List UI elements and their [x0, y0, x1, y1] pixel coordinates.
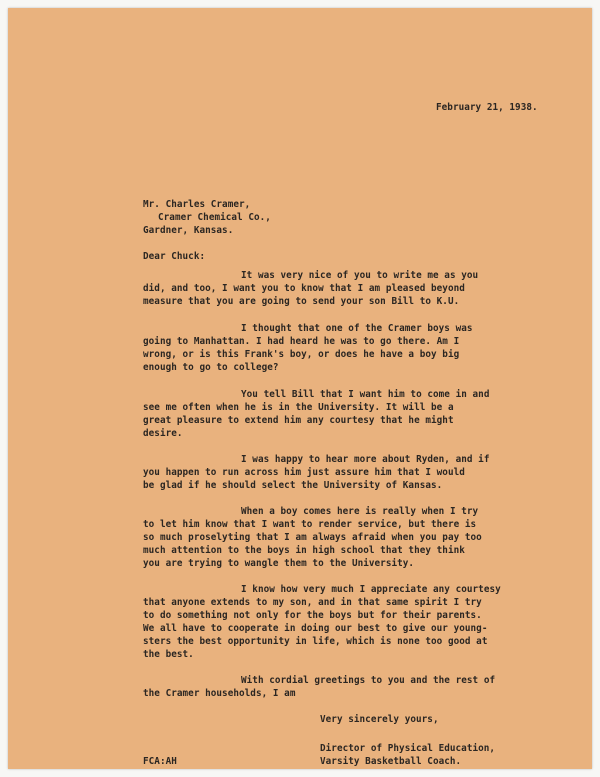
- closing: Very sincerely yours,: [320, 714, 439, 725]
- paragraph-6-line-5: sters the best opportunity in life, which is none too good at: [143, 636, 488, 647]
- paragraph-5-line-2: to let him know that I want to render service, but there is: [143, 519, 477, 530]
- signature-title-line-1: Director of Physical Education,: [320, 743, 496, 754]
- paragraph-1-line-3: measure that you are going to send your son Bill to K.U.: [143, 296, 460, 307]
- paragraph-3-line-1: You tell Bill that I want him to come in and: [241, 389, 490, 400]
- recipient-city: Gardner, Kansas.: [143, 225, 234, 236]
- paragraph-3-line-3: great pleasure to extend him any courtesy that he might: [143, 415, 454, 426]
- paragraph-1-line-1: It was very nice of you to write me as you: [241, 270, 479, 281]
- paragraph-3-line-4: desire.: [143, 428, 183, 439]
- signature-title-line-2: Varsity Basketball Coach.: [320, 756, 462, 767]
- paragraph-4-line-3: be glad if he should select the University of Kansas.: [143, 480, 443, 491]
- paragraph-1-line-2: did, and too, I want you to know that I am pleased beyond: [143, 283, 465, 294]
- paragraph-5-line-1: When a boy comes here is really when I try: [241, 506, 479, 517]
- paragraph-5-line-5: you are trying to wangle them to the University.: [143, 558, 415, 569]
- paragraph-5-line-4: much attention to the boys in high school that they think: [143, 545, 465, 556]
- paragraph-3-line-2: see me often when he is in the University. It will be a: [143, 402, 454, 413]
- paragraph-7-line-2: the Cramer households, I am: [143, 688, 296, 699]
- paragraph-2-line-4: enough to go to college?: [143, 362, 279, 373]
- paragraph-6-line-2: that anyone extends to my son, and in that same spirit I try: [143, 597, 482, 608]
- typist-initials: FCA:AH: [143, 756, 177, 767]
- paragraph-5-line-3: so much proselyting that I am always afraid when you pay too: [143, 532, 482, 543]
- paragraph-4-line-1: I was happy to hear more about Ryden, and if: [241, 454, 490, 465]
- paragraph-4-line-2: you happen to run across him just assure him that I would: [143, 467, 465, 478]
- paragraph-2-line-1: I thought that one of the Cramer boys was: [241, 323, 473, 334]
- paragraph-6-line-1: I know how very much I appreciate any courtesy: [241, 584, 501, 595]
- recipient-name: Mr. Charles Cramer,: [143, 199, 251, 210]
- paragraph-6-line-6: the best.: [143, 649, 194, 660]
- paragraph-6-line-3: to do something not only for the boys but for their parents.: [143, 610, 482, 621]
- paragraph-2-line-2: going to Manhattan. I had heard he was to go there. Am I: [143, 336, 460, 347]
- paragraph-6-line-4: We all have to cooperate in doing our best to give our young-: [143, 623, 488, 634]
- recipient-company: Cramer Chemical Co.,: [158, 212, 271, 223]
- paragraph-7-line-1: With cordial greetings to you and the rest of: [241, 675, 496, 686]
- paragraph-2-line-3: wrong, or is this Frank's boy, or does he have a boy big: [143, 349, 460, 360]
- salutation: Dear Chuck:: [143, 251, 206, 262]
- letter-date: February 21, 1938.: [436, 102, 538, 113]
